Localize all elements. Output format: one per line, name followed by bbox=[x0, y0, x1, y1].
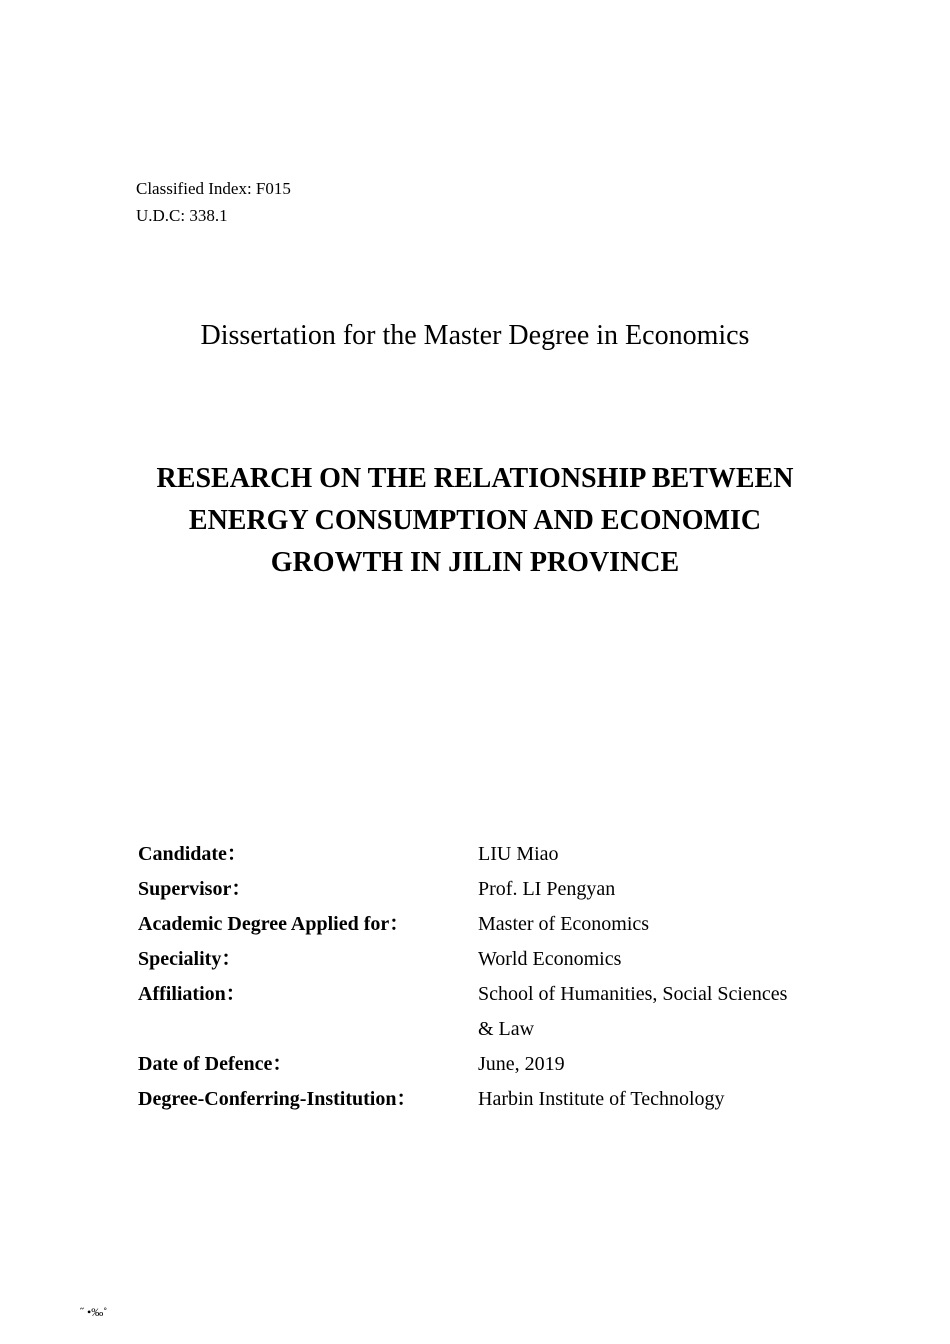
title-line: GROWTH IN JILIN PROVINCE bbox=[270, 547, 680, 578]
degree-value: Master of Economics bbox=[478, 913, 650, 935]
defence-label: Date of Defence： bbox=[138, 1053, 293, 1075]
speciality-value: World Economics bbox=[478, 948, 622, 970]
info-row-supervisor bbox=[138, 872, 828, 907]
candidate-value: LIU Miao bbox=[478, 843, 559, 865]
degree-label: Academic Degree Applied for： bbox=[138, 913, 410, 935]
footer-mark: ˝ •‰˚ bbox=[80, 1305, 108, 1319]
supervisor-label: Supervisor： bbox=[138, 878, 252, 900]
supervisor-value: Prof. LI Pengyan bbox=[478, 878, 616, 900]
title-line: RESEARCH ON THE RELATIONSHIP BETWEEN bbox=[156, 463, 794, 494]
info-row-institution bbox=[138, 1082, 828, 1117]
udc-code: U.D.C: 338.1 bbox=[136, 206, 228, 225]
info-row-degree bbox=[138, 907, 828, 942]
info-row-affiliation bbox=[138, 977, 828, 1047]
affiliation-label: Affiliation： bbox=[138, 983, 246, 1005]
info-row-candidate bbox=[138, 837, 828, 872]
degree-subtitle: Dissertation for the Master Degree in Economics bbox=[200, 320, 750, 351]
classified-index: Classified Index: F015 bbox=[136, 179, 291, 198]
info-row-speciality bbox=[138, 942, 828, 977]
dissertation-title bbox=[0, 458, 950, 584]
institution-label: Degree-Conferring-Institution： bbox=[138, 1088, 417, 1110]
candidate-info-table bbox=[138, 837, 828, 1117]
classification-block bbox=[136, 175, 291, 229]
affiliation-value bbox=[478, 977, 828, 1047]
institution-value: Harbin Institute of Technology bbox=[478, 1088, 725, 1110]
defence-value: June, 2019 bbox=[478, 1053, 565, 1075]
speciality-label: Speciality： bbox=[138, 948, 242, 970]
title-line: ENERGY CONSUMPTION AND ECONOMIC bbox=[188, 505, 762, 536]
affiliation-value-line: & Law bbox=[478, 1018, 535, 1040]
candidate-label: Candidate： bbox=[138, 843, 247, 865]
affiliation-value-line: School of Humanities, Social Sciences bbox=[478, 983, 788, 1005]
info-row-defence bbox=[138, 1047, 828, 1082]
